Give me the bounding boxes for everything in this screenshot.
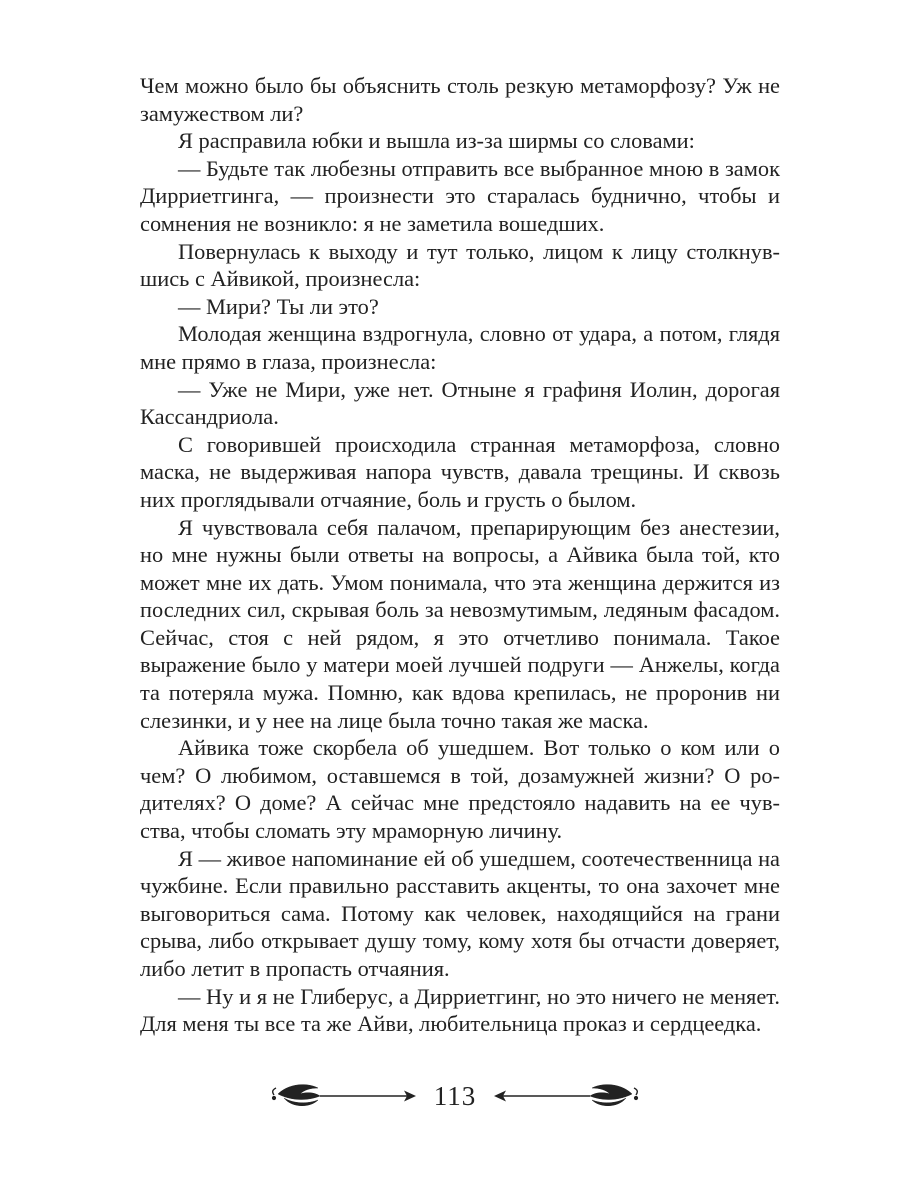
paragraph-4: Повернулась к выходу и тут только, лицом к лицу столкнувшись с Айвикой, произнесла: xyxy=(140,238,780,292)
body-text xyxy=(140,72,780,1038)
paragraph-6: Молодая женщина вздрогнула, словно от удара, а потом, глядя мне прямо в глаза, произнесла: xyxy=(140,321,780,374)
paragraph-2: Я расправила юбки и вышла из-за ширмы со словами: xyxy=(178,128,695,154)
paragraph-12: — Ну и я не Глиберус, а Дирриетгинг, но это ничего не меняет. Для меня ты все та же Айви, любительница проказ и сердцеедка. xyxy=(140,983,780,1037)
page-number: 113 xyxy=(433,1081,477,1111)
paragraph-10: Айвика тоже скорбела об ушедшем. Вот только о ком или о чем? О любимом, оставшемся в той, дозамужней жизни? О родителях? О доме? А сейчас мне предстояло надавить на ее чувства, чтобы сломать эту мраморную личину. xyxy=(140,735,780,844)
paragraph-11: Я — живое напоминание ей об ушедшем, соотечественница на чужбине. Если правильно расставить акценты, то она захочет мне выговориться сама. Потому как человек, находящийся на грани срыва, либо открывает душу тому, кому хотя бы отчасти доверяет, либо летит в пропасть отчаяния. xyxy=(140,845,780,981)
paragraph-7: — Уже не Мири, уже нет. Отныне я графиня Иолин, дорогая Кассандриола. xyxy=(140,376,780,430)
page-footer xyxy=(270,1078,640,1114)
paragraph-1: Чем можно было бы объяснить столь резкую метаморфозу? Уж не замужеством ли? xyxy=(140,73,780,126)
right-feather-icon xyxy=(590,1085,638,1106)
paragraph-8: С говорившей происходила странная метаморфоза, словно маска, не выдерживая напора чувств, давала трещины. И сквозь них проглядывали отчаяние, боль и грусть о былом. xyxy=(140,431,780,512)
paragraph-3: — Будьте так любезны отправить все выбранное мною в замок Дирриетгинга, — произнести это старалась буднично, чтобы и сомнения не возникло: я не заметила вошедших. xyxy=(140,155,780,236)
paragraph-9: Я чувствовала себя палачом, препарирующим без анестезии, но мне нужны были ответы на вопросы, а Айвика была той, кто может мне их дать. Умом понимала, что эта женщина держится из последних сил, скрывая боль за невозмутимым, ледяным фасадом. Сейчас, стоя с ней рядом, я это отчетливо понимала. Такое выражение было у матери моей лучшей подруги — Анжелы, когда та потеряла мужа. Помню, как вдова крепилась, не проронив ни слезинки, и у нее на лице была точно такая же маска. xyxy=(140,514,780,733)
paragraph-5: — Мири? Ты ли это? xyxy=(178,293,379,319)
left-feather-icon xyxy=(272,1085,320,1106)
